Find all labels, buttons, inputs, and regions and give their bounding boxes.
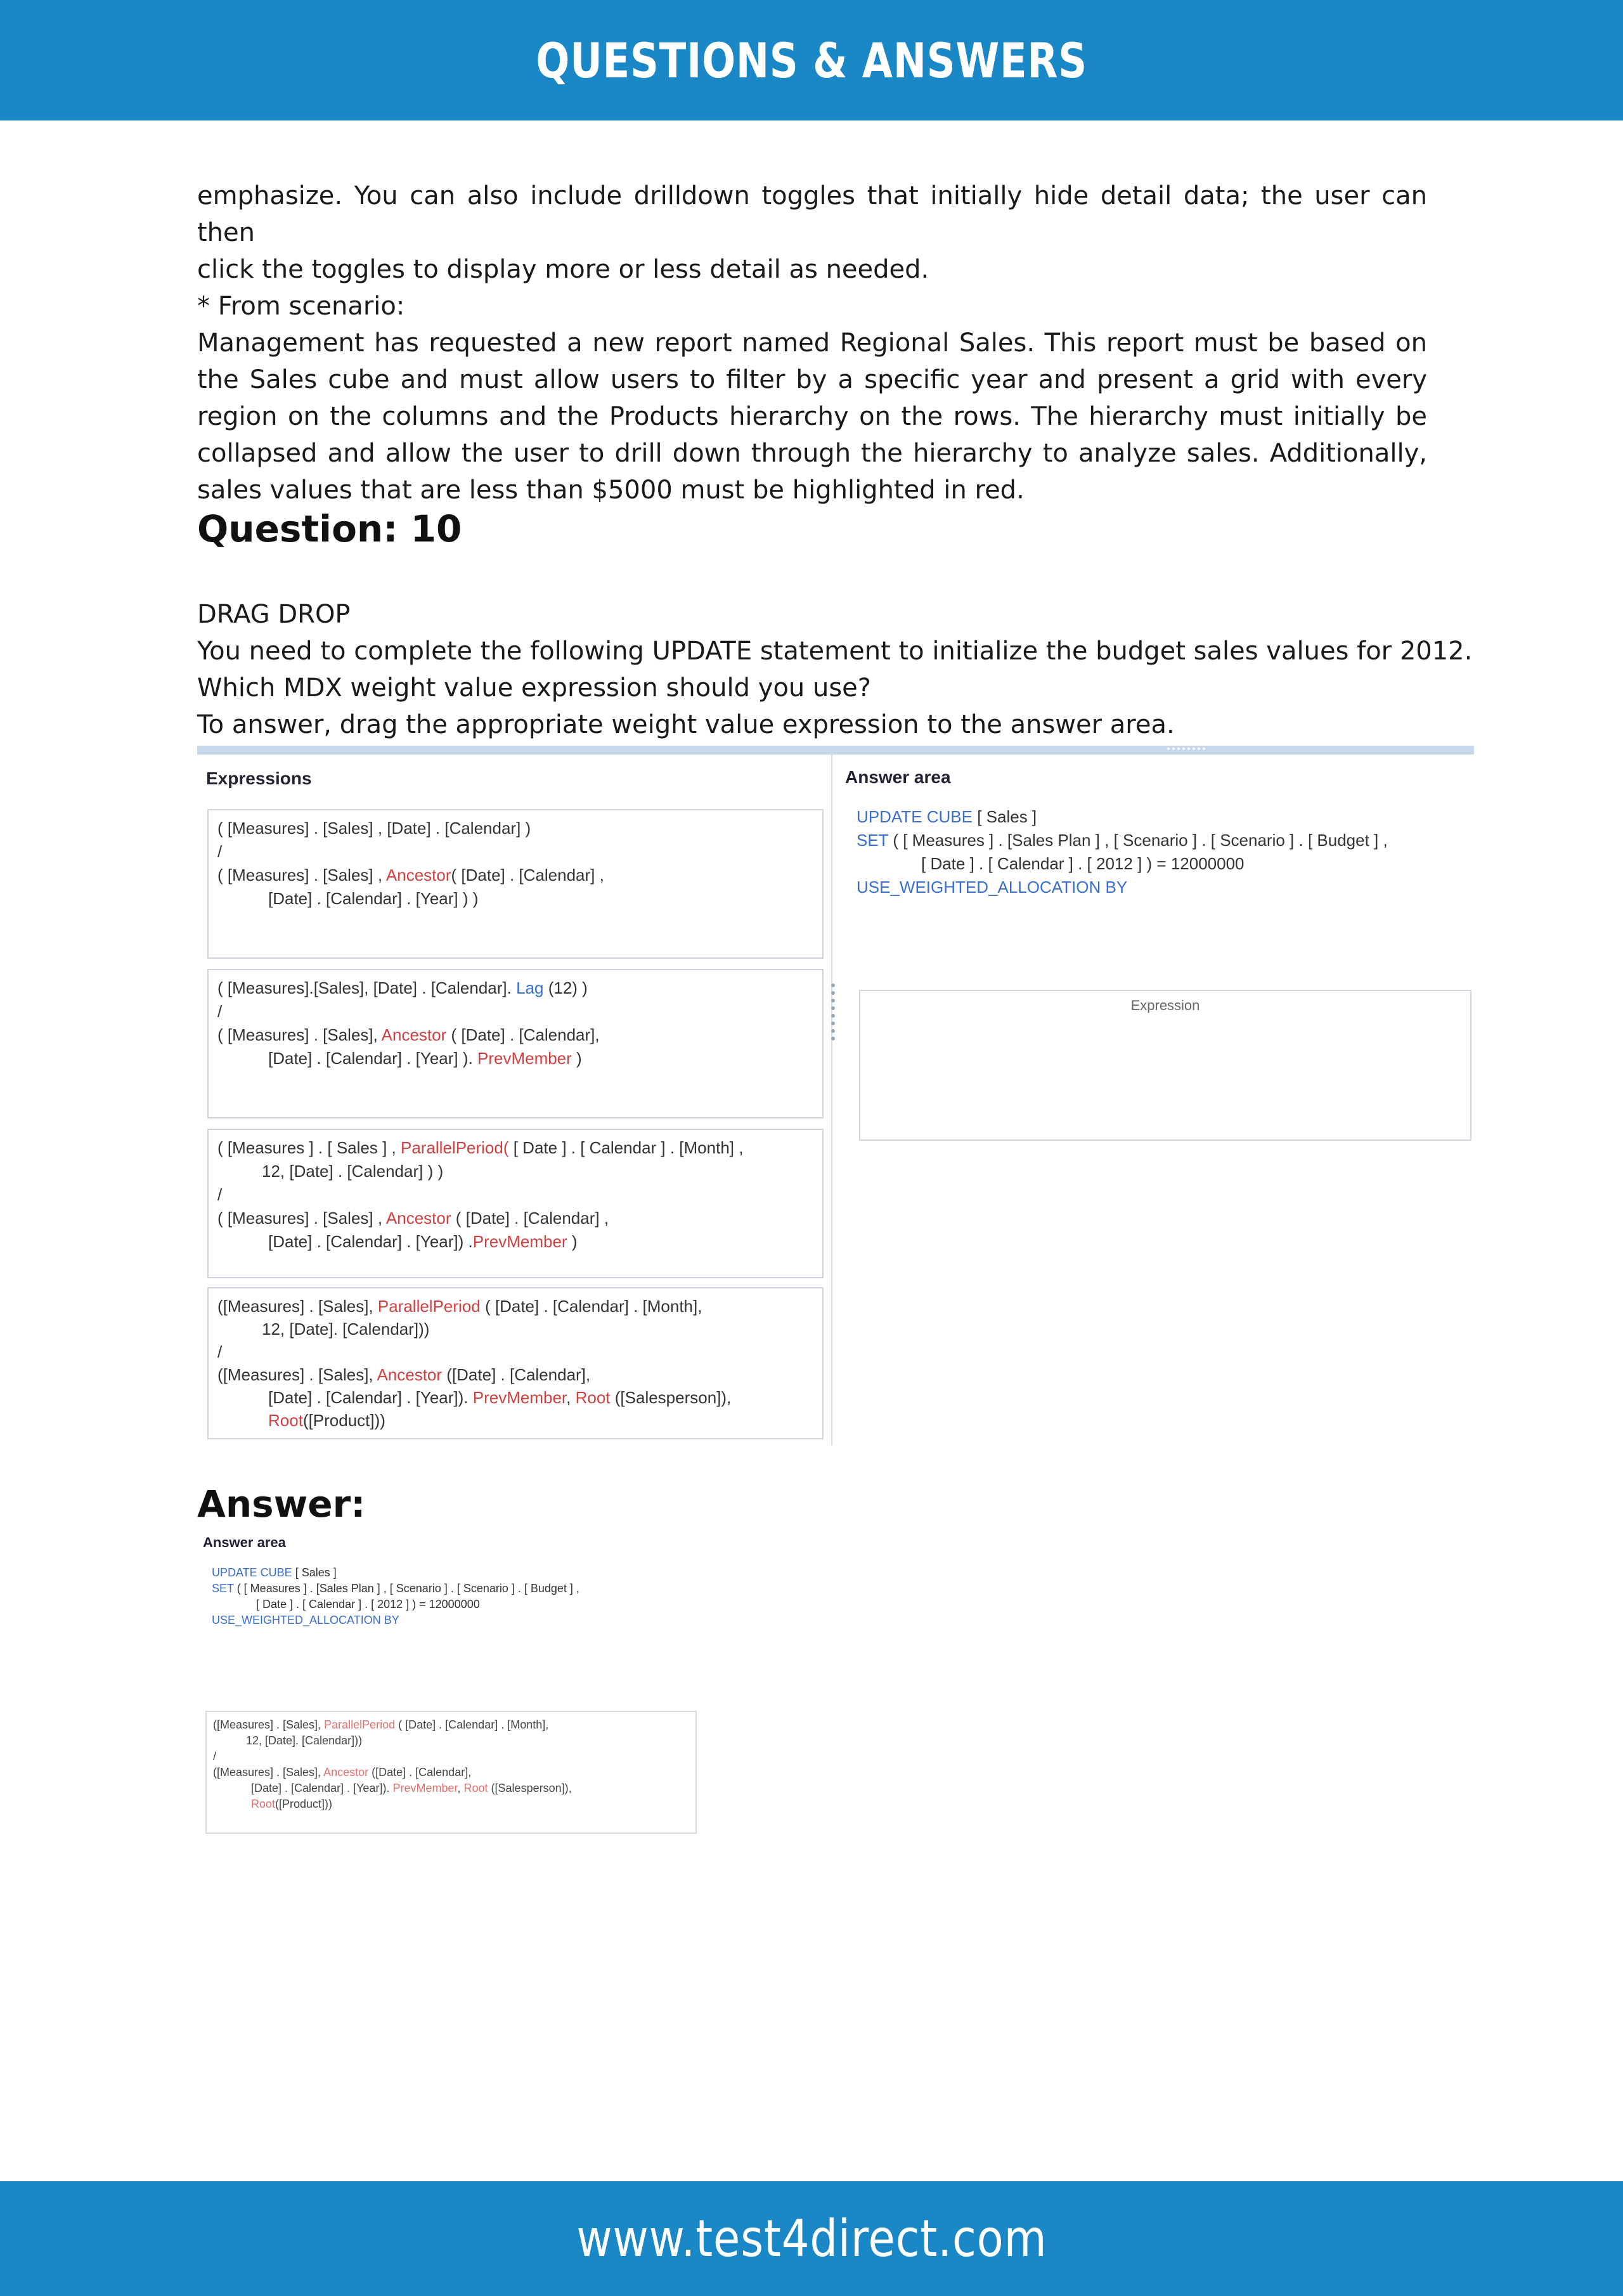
expr-line: 12, [Date]. [Calendar])): [262, 1320, 430, 1339]
expression-option-4[interactable]: [207, 1287, 824, 1439]
footer-banner: [0, 2181, 1623, 2296]
expr-line: /: [217, 1342, 223, 1361]
expr-text: [ Date ] . [ Calendar ] . [Month] ,: [508, 1138, 744, 1157]
answer-area-title: Answer area: [203, 1534, 286, 1550]
code-keyword: UPDATE CUBE: [212, 1566, 292, 1579]
expr-line: [Date] . [Calendar] . [Year] ) ): [268, 889, 479, 908]
expr-text: ( [Measures] . [Sales] ,: [217, 1209, 386, 1228]
code-line-1: [857, 805, 1037, 829]
expr-line: [217, 1136, 813, 1160]
expr-text: ( [Date] . [Calendar] . [Month],: [395, 1718, 549, 1731]
expr-text: [Date] . [Calendar] . [Year]).: [251, 1782, 393, 1794]
expr-text: ): [567, 1232, 578, 1251]
header-title: QUESTIONS & ANSWERS: [536, 32, 1087, 89]
code-line-2: [857, 829, 1388, 852]
intro-line-1: emphasize. You can also include drilldown toggles that initially hide detail data; the user can then: [197, 181, 1427, 247]
code-keyword: SET: [857, 831, 889, 850]
code-text: ( [ Measures ] . [Sales Plan ] , [ Scenario ] . [ Scenario ] . [ Budget ] ,: [888, 831, 1388, 850]
expr-text: ([Measures] . [Sales],: [217, 1365, 377, 1384]
expr-text: [Date] . [Calendar] . [Year]) .: [268, 1232, 473, 1251]
question-title: Question: 10: [197, 507, 462, 550]
expr-line: [217, 1363, 813, 1386]
answer-area-title: Answer area: [845, 767, 951, 787]
expr-text: ([Measures] . [Sales],: [213, 1718, 325, 1731]
expr-function: Ancestor: [385, 1209, 451, 1228]
answer-code-line-4: USE_WEIGHTED_ALLOCATION BY: [212, 1614, 399, 1626]
expr-text: ([Salesperson]),: [610, 1388, 732, 1407]
expr-function: Ancestor: [381, 1025, 447, 1044]
expression-option-2[interactable]: [207, 969, 824, 1119]
code-keyword: UPDATE CUBE: [857, 807, 973, 826]
expr-text: ([Date] . [Calendar],: [442, 1365, 591, 1384]
code-line-3: [ Date ] . [ Calendar ] . [ 2012 ] ) = 12000000: [921, 854, 1245, 873]
expr-text: ): [571, 1049, 582, 1068]
expr-text: (12) ): [543, 978, 588, 997]
expr-text: ([Measures] . [Sales],: [213, 1766, 324, 1779]
expr-line: [217, 1409, 813, 1432]
code-line-4: USE_WEIGHTED_ALLOCATION BY: [857, 878, 1128, 897]
expr-function: Ancestor: [385, 866, 451, 885]
answer-code-line-1: [212, 1565, 337, 1581]
expr-function: Root: [251, 1798, 276, 1810]
expr-text: [Date] . [Calendar] . [Year] ).: [268, 1049, 477, 1068]
expr-line: [217, 1047, 813, 1070]
expr-function: Ancestor: [377, 1365, 443, 1384]
expr-text: ( [Date] . [Calendar] . [Month],: [480, 1297, 702, 1316]
expr-function: Root: [463, 1782, 488, 1794]
expr-line: ( [Measures] . [Sales] , [Date] . [Calendar] ): [217, 819, 531, 838]
expr-line: 12, [Date] . [Calendar] ) ): [262, 1162, 444, 1181]
expr-line: [213, 1717, 689, 1733]
intro-text: [197, 178, 1427, 509]
footer-url[interactable]: www.test4direct.com: [576, 2209, 1047, 2268]
scenario-text: Management has requested a new report named Regional Sales. This report must be based on the Sales cube and must allow users to filter by a specific year and present a grid with every region on the columns and the Products hierarchy on the rows. The hierarchy must initially be collapsed and allow the user to drill down through the hierarchy to analyze sales. Additionally, sales values that are less than $5000 must be highlighted in red.: [197, 328, 1427, 505]
question-line-2: Which MDX weight value expression should you use?: [197, 673, 872, 703]
expression-option-1[interactable]: [207, 809, 824, 959]
expr-text: [Date] . [Calendar] . [Year]).: [268, 1388, 473, 1407]
expr-line: [217, 1386, 813, 1409]
expr-function: ParallelPeriod(: [400, 1138, 509, 1157]
answer-image: [203, 1534, 710, 1839]
expr-function: Ancestor: [323, 1766, 369, 1779]
expr-line: [217, 864, 813, 887]
code-keyword: SET: [212, 1582, 234, 1595]
expr-text: ( [Date] . [Calendar],: [446, 1025, 600, 1044]
expr-line: [217, 1230, 813, 1254]
expr-function: PrevMember: [392, 1782, 458, 1794]
expr-text: ,: [457, 1782, 464, 1794]
expr-text: ([Date] . [Calendar],: [368, 1766, 472, 1779]
pane-splitter-grip-icon[interactable]: [831, 983, 839, 1041]
answer-expression: [205, 1711, 697, 1834]
expr-line: [213, 1765, 689, 1780]
answer-title: Answer:: [197, 1482, 366, 1526]
expr-line: /: [217, 1002, 223, 1021]
expr-text: ,: [566, 1388, 576, 1407]
question-line-1: You need to complete the following UPDATE statement to initialize the budget sales values for 2012.: [197, 637, 1473, 666]
question-text: [197, 596, 1473, 743]
expr-text: ( [Measures] . [Sales] ,: [217, 866, 386, 885]
expr-text: ( [Date] . [Calendar] ,: [451, 1209, 609, 1228]
answer-code-line-2: [212, 1581, 579, 1597]
expr-line: [217, 1023, 813, 1047]
expr-function: PrevMember: [472, 1388, 567, 1407]
expression-drop-zone[interactable]: [859, 990, 1471, 1141]
answer-code-line-3: [ Date ] . [ Calendar ] . [ 2012 ] ) = 12000000: [256, 1598, 480, 1611]
expr-text: ([Product])): [302, 1411, 385, 1430]
expr-line: [213, 1796, 689, 1812]
question-line-3: To answer, drag the appropriate weight value expression to the answer area.: [197, 710, 1175, 739]
expr-line: [217, 1207, 813, 1230]
expressions-title: Expressions: [206, 769, 312, 788]
expr-text: ( [Date] . [Calendar] ,: [451, 866, 604, 885]
expr-line: [217, 976, 813, 1000]
expression-option-3[interactable]: [207, 1129, 824, 1278]
expr-text: ( [Measures ] . [ Sales ] ,: [217, 1138, 401, 1157]
header-banner: [0, 0, 1623, 120]
code-text: [ Sales ]: [292, 1566, 337, 1579]
expr-text: ([Salesperson]),: [488, 1782, 572, 1794]
intro-line-2: click the toggles to display more or less detail as needed.: [197, 255, 929, 284]
expr-text: ( [Measures] . [Sales],: [217, 1025, 382, 1044]
expr-function: ParallelPeriod: [324, 1718, 396, 1731]
drag-drop-panel: [197, 746, 1474, 1445]
drop-zone-placeholder: Expression: [1130, 997, 1200, 1013]
scenario-label: * From scenario:: [197, 292, 405, 321]
panel-top-bar: [197, 746, 1474, 755]
expr-line: /: [213, 1750, 217, 1763]
code-text: [ Sales ]: [973, 807, 1037, 826]
expr-function: Lag: [516, 978, 544, 997]
expr-text: ([Measures] . [Sales],: [217, 1297, 378, 1316]
question-type: DRAG DROP: [197, 600, 351, 629]
expr-function: Root: [268, 1411, 303, 1430]
expr-function: ParallelPeriod: [377, 1297, 481, 1316]
expr-line: /: [217, 842, 223, 861]
code-text: ( [ Measures ] . [Sales Plan ] , [ Scenario ] . [ Scenario ] . [ Budget ] ,: [233, 1582, 579, 1595]
expr-function: PrevMember: [472, 1232, 567, 1251]
expr-line: [213, 1780, 689, 1796]
expr-line: 12, [Date]. [Calendar])): [246, 1734, 363, 1747]
expr-line: [217, 1295, 813, 1318]
expr-function: PrevMember: [477, 1049, 572, 1068]
answer-pane: [839, 755, 1474, 1445]
expressions-pane: [197, 755, 832, 1445]
expr-line: /: [217, 1185, 223, 1204]
expr-function: Root: [575, 1388, 611, 1407]
expr-text: ([Product])): [275, 1798, 333, 1810]
expr-text: ( [Measures].[Sales], [Date] . [Calendar].: [217, 978, 517, 997]
